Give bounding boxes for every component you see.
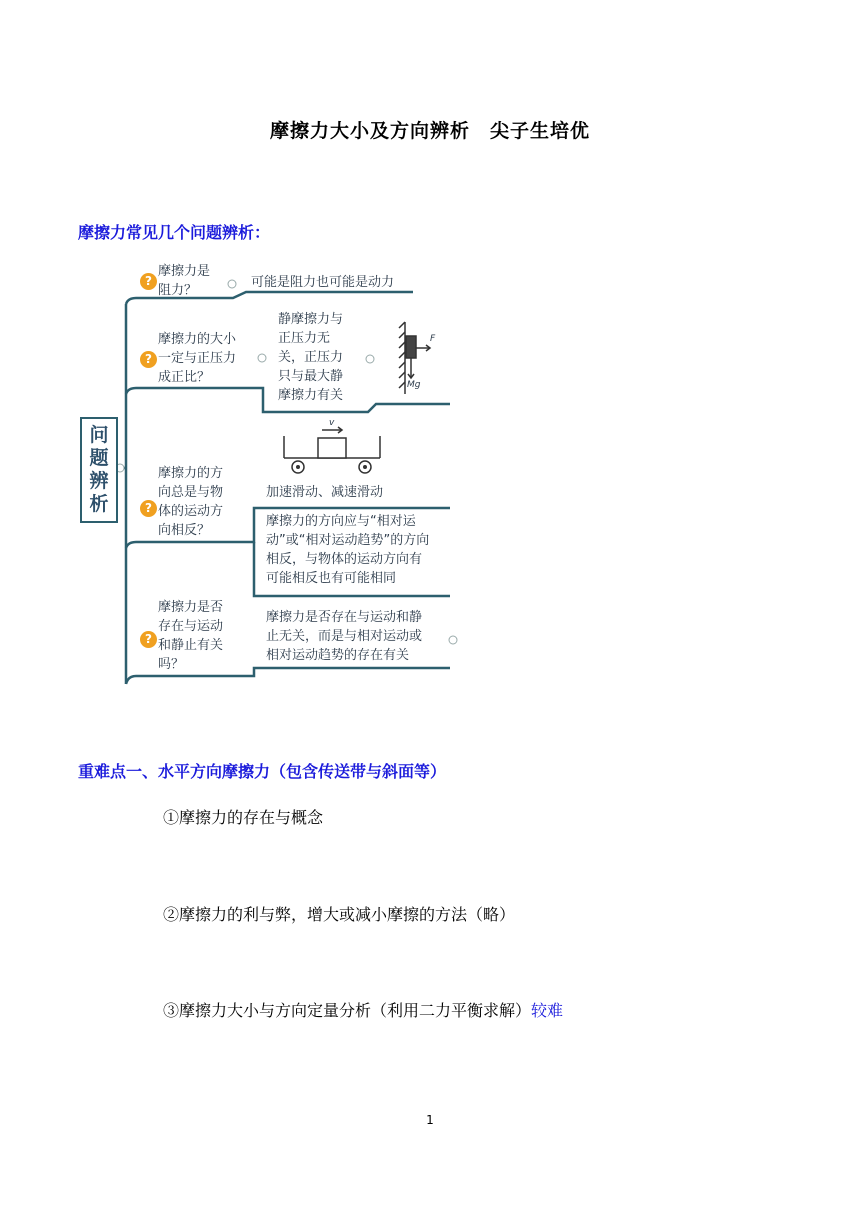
list-item [163,998,563,1021]
question-icon: ? [140,273,157,290]
weight-label: Mg [407,380,421,390]
center-char: 辨 [89,470,109,492]
center-char: 析 [89,493,109,515]
section1-heading: 摩擦力常见几个问题辨析： [78,223,271,242]
answer-1: 可能是阻力也可能是动力 [251,275,395,290]
list-item-text: ③摩擦力大小与方向定量分析（利用二力平衡求解） [163,1001,532,1020]
list-item: ①摩擦力的存在与概念 [163,808,324,827]
question-2: 摩擦力的大小 一定与正压力 成正比？ [158,332,237,385]
question-1: 摩擦力是 阻力？ [158,264,211,298]
answer-3a: 加速滑动、减速滑动 [266,485,384,500]
mind-map-center [80,417,118,523]
answer-4: 摩擦力是否存在与运动和静 止无关，而是与相对运动或 相对运动趋势的存在有关 [266,610,423,663]
section2-heading: 重难点一、水平方向摩擦力（包含传送带与斜面等） [78,762,447,781]
center-char: 题 [89,447,109,469]
question-icon: ? [140,351,157,368]
page-title: 摩擦力大小及方向辨析 尖子生培优 [269,120,590,142]
force-label: F [430,334,436,344]
answer-3b: 摩擦力的方向应与“相对运 动”或“相对运动趋势”的方向 相反，与物体的运动方向有 可能相反也有可能相同 [266,514,430,586]
center-char: 问 [89,424,109,446]
list-item: ②摩擦力的利与弊，增大或减小摩擦的方法（略） [163,905,516,924]
question-4: 摩擦力是否 存在与运动 和静止有关 吗？ [158,600,224,672]
question-icon: ? [140,631,157,648]
velocity-label: v [329,418,335,428]
difficulty-tag: 较难 [531,1001,564,1020]
question-icon: ? [140,500,157,517]
question-3: 摩擦力的方 向总是与物 体的运动方 向相反？ [158,466,224,538]
answer-2: 静摩擦力与 正压力无 关，正压力 只与最大静 摩擦力有关 [278,312,344,403]
page-number: 1 [426,1113,434,1127]
mind-map [78,256,458,696]
